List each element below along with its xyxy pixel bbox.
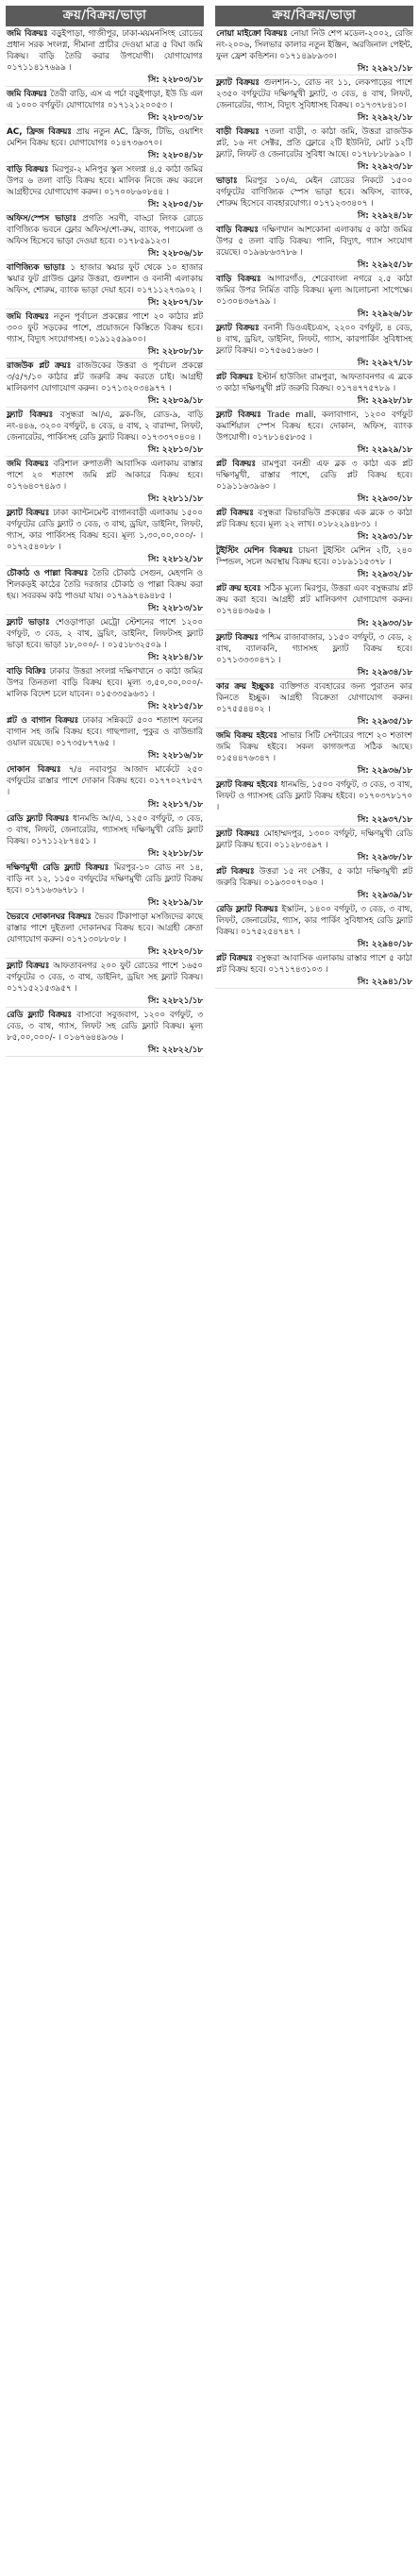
listing-item bbox=[215, 581, 413, 630]
listing-text: তৈরি চৌকাঠ সেগুন, মেহগনি ও শিলকড়ই কাঠের তৈরি দরজার চৌকাঠ ও পাল্লা বিক্রয় করা হয়। সবরকম কাঠ পাওয়া যায়। ০১৭৯৯৭৪৯৪৮৫ । bbox=[7, 569, 203, 601]
listing-item bbox=[215, 728, 413, 778]
listing-ref: সি: ২২৯৩২/১৮ bbox=[357, 570, 412, 579]
listing-title: বাণিজ্যিক ভাড়াঃ bbox=[7, 263, 71, 273]
listing-ref: সি: ২২৮০৮/১৮ bbox=[147, 347, 203, 357]
listing-ref: সি: ২২৯৩৬/১৮ bbox=[357, 766, 412, 776]
listing-title: দক্ষিণমুখী রেডি ফ্ল্যাট বিক্রয়ঃ bbox=[7, 863, 114, 873]
listing-title: ফ্ল্যাট বিক্রয়ঃ bbox=[216, 324, 263, 333]
listing-title: রেডি ফ্ল্যাট বিক্রয়ঃ bbox=[7, 814, 73, 824]
listing-title: রেডি ফ্ল্যাট বিক্রয়ঃ bbox=[216, 905, 282, 914]
listing-ref: সি: ২২৯৩৩/১৮ bbox=[357, 619, 412, 628]
listing-text: আফতাবনগর ২০০ ফুট রোডের পাশে ১৬৫০ বর্গফুটের ৩ বেড, ৩ বাথ, ডাইনিং, ড্রয়িং সহ ফ্ল্যাট বিক্রয়। ০১৭১৫২১৫৩৯৫৭ । bbox=[7, 962, 203, 994]
listing-ref: সি: ২২৯৩০/১৮ bbox=[357, 494, 412, 504]
listing-text: রামপুরা বনশ্রী এফ ব্লক ৩ কাঠা এক প্লট দক্ষিণমুখী, রাস্তার পাশে, রেডি প্লট বিক্রয় হবে। ০১৯১১৬৩৯৬০ । bbox=[216, 460, 412, 492]
listing-ref: সি: ২২৮১১/১৮ bbox=[147, 494, 203, 504]
listing-item bbox=[215, 26, 413, 75]
listing-title: টুইস্টিং মেশিন বিক্রয়ঃ bbox=[216, 546, 299, 556]
listing-title: নোয়া মাইক্রো বিক্রয়ঃ bbox=[216, 29, 291, 39]
listing-ref: সি: ২২৯২১/১৮ bbox=[357, 64, 412, 74]
listing-text: ঢাকার সন্নিকটে ৫০০ শতাংশ ফলের বাগান সহ জমি বিক্রয় হবে। গাছপালা, পুকুর ও বাউন্ডারি ওয়াল রয়েছে। ০১৭৩৫৮৭৭৬৫ । bbox=[7, 716, 203, 748]
listing-text: ১ হাজার স্কয়ার ফুট থেকে ১০ হাজার স্কয়ার ফুট গ্রাউন্ড ফ্লোর উত্তরা, গুলশান ও বনানী এলাকায় অফিস, শোরুম, ব্যাংক ভাড়া দেয়া হবে। ০১৭১১২৭৩৯০২ । bbox=[7, 263, 203, 295]
listing-title: প্লট বিক্রয়ঃ bbox=[216, 509, 259, 518]
listing-text: ৭/৪ নবাবপুর আজাদ মার্কেটে ২৫০ বর্গফুটের রাস্তার পাশে দোকান বিক্রয় হবে। ০১৭৭০২৭৮৫৭ । bbox=[7, 765, 203, 797]
listing-item bbox=[215, 864, 413, 902]
listing-text: বসুন্ধরা রিভারভিউ প্রকল্পের এক ব্লকে ৩ কাঠা প্লট বিক্রয় হবে। মূল্য ২২ লাখ। ০১৮২২৯৪৮৩১ । bbox=[216, 509, 412, 529]
listing-ref: সি: ২২৮১৪/১৮ bbox=[147, 653, 203, 662]
listing-text: দক্ষিণখান আশকোনা এলাকায় ৫ কাঠা জমির উপর ৫ তলা বাড়ি বিক্রয়। পানি, বিদ্যুৎ, গ্যাস সংযোগ রয়েছে। ০১৯৬৮৬৩৭৮৬ । bbox=[216, 226, 412, 258]
listing-title: প্লট ও বাগান বিক্রয়ঃ bbox=[7, 716, 83, 726]
listing-title: রাজউক প্লট ক্রয়ঃ bbox=[7, 361, 77, 371]
listing-ref: সি: ২২৮০৫/১৮ bbox=[147, 200, 203, 209]
listing-text: বড়ুইপাড়া, গাজীপুর, ঢাকা-ময়মনসিংহ রোডের প্রধান সরক সংলগ্ন, সীমানা প্রাচীর দেওয়া মাত্র ৫ বিঘা জমি বিক্রয়। বাড়ি তৈরি করার উপযোগী। যোগাযোগঃ ০১৭১১৪১৭৬৯৯ । bbox=[7, 29, 203, 73]
listing-item bbox=[6, 664, 204, 713]
listing-text: গুলশান-১, রোড নং ১১, লেকপাড়ের পাশে ২৩৫০ বর্গফুটের দক্ষিণমুখী ফ্ল্যাট, ৩ বেড, ৪ বাথ, লিফট, জেনারেটর, গ্যাস, বিদ্যুৎ সুবিধাসহ বিক্রয়। ০১৭৩৭৮৪১০। bbox=[216, 78, 412, 110]
listing-text: ইস্কাটন, ১৪০০ বর্গফুট, ৩ বেড, ৩ বাথ, লিফট, জেনারেটর, গ্যাস, কার পার্কিং সুবিধাসহ রেডি ফ্ল্যাট বিক্রয়। ০১৭৫২৫৪৭৪৭ । bbox=[216, 905, 412, 937]
listing-text: বনানী ডিওএইচএস, ২২০০ বর্গফুট, ৪ বেড, ৪ বাথ, ড্রয়িং, ডাইনিং, লিফট, গ্যাস, কারপার্কিং সুবিধাসহ ফ্ল্যাট বিক্রয়। ০১৭৫৬৫১৬৬৩ । bbox=[216, 324, 412, 356]
listing-title: বাড়ি বিক্রয়ঃ bbox=[7, 165, 53, 175]
listing-title: প্লট বিক্রয়ঃ bbox=[216, 867, 260, 877]
listing-item bbox=[6, 1008, 204, 1057]
listing-item bbox=[6, 87, 204, 125]
listing-text: সঠিক মূল্যে মিরপুর, উত্তরা এবং বসুন্ধরায় প্লট ক্রয় করা হবে। আগ্রহী প্লট মালিকগণ যোগাযোগ করুন। ০১৭৪৪৩৬৫৬ । bbox=[216, 584, 412, 616]
listing-title: ফ্ল্যাট বিক্রয়ঃ bbox=[7, 509, 54, 518]
listing-title: অফিস/স্পেস ভাড়াঃ bbox=[7, 214, 83, 224]
right-column bbox=[215, 6, 413, 2576]
listing-title: প্লট বিক্রয়ঃ bbox=[216, 460, 262, 469]
listing-text: প্রায় নতুন AC, ফ্রিজ, টিভি, ওয়াশিং মেশিন বিক্রয় হবে। যোগাযোগঃ ০১৪৭৩৬৩৭০। bbox=[7, 127, 203, 148]
listing-ref: সি: ২২৯৩১/১৮ bbox=[357, 532, 412, 542]
listing-text: ইস্টার্ন হাউজিং রামপুরা, আফতাবনগর এ ব্লকে ৩ কাঠা দক্ষিণমুখী প্লট জরুরি বিক্রয়। ০১৭৪৭৭৫৭৮৯ । bbox=[216, 373, 412, 393]
listing-title: ফ্ল্যাট বিক্রয়ঃ bbox=[216, 633, 262, 643]
listing-ref: সি: ২২৮২২/১৮ bbox=[147, 1045, 203, 1055]
listing-ref: সি: ২২৯৩৪/১৮ bbox=[357, 668, 412, 677]
listing-item bbox=[6, 211, 204, 260]
listing-item bbox=[6, 457, 204, 506]
listing-ref: সি: ২২৮১৭/১৮ bbox=[147, 800, 203, 810]
listing-ref: সি: ২২৮১২/১৮ bbox=[147, 555, 203, 564]
listing-item bbox=[215, 506, 413, 544]
listing-text: শেওড়াপাড়া মেট্রো স্টেশনের পাশে ১২০০ বর্গফুট, ৩ বেড, ২ বাথ, ড্রয়িং, ডাইনিং, লিফটসহ ফ্ল্যাট ভাড়া হবে। ভাড়া ১৮,০০০/- । ০১৫১৮৩২৫০৯ । bbox=[7, 618, 203, 650]
listing-text: ভৈরব টিকাপাড়া মসজিদের কাছে রাস্তার পাশে দুইতলা দোকানঘর বিক্রয় হবে। আগ্রহী ক্রেতা যোগাযোগ করুন। ০১৭১৩০৮৮০৮ । bbox=[7, 912, 203, 945]
listing-item bbox=[215, 174, 413, 223]
listing-ref: সি: ২২৯৩৫/১৮ bbox=[357, 717, 412, 727]
section-header-left: ক্রয়/বিক্রয়/ভাড়া bbox=[6, 6, 204, 26]
listing-ref: সি: ২২৯৩৭/১৮ bbox=[357, 815, 412, 825]
listing-item bbox=[6, 811, 204, 861]
listing-ref: সি: ২২৮১৬/১৮ bbox=[147, 751, 203, 761]
listing-ref: সি: ২২৮২১/১৮ bbox=[147, 996, 203, 1006]
listing-ref: সি: ২২৮০৪/১৮ bbox=[147, 151, 203, 160]
listing-ref: সি: ২২৯২৮/১৮ bbox=[357, 396, 412, 406]
listing-title: ফ্ল্যাট ভাড়াঃ bbox=[7, 618, 56, 627]
listing-title: বাড়ি বিক্রয়ঃ bbox=[216, 275, 268, 284]
listing-ref: সি: ২২৮০৩/১৮ bbox=[147, 75, 203, 85]
listing-text: সাভার সিটি সেন্টারের পাশে ২০ শতাংশ জমি বিক্রয় হইবে। সকল কাগজপত্র সঠিক আছে। ০১৫৪৪৭৬৩৪৭ । bbox=[216, 731, 412, 763]
listing-title: জমি বিক্রয়ঃ bbox=[7, 460, 54, 469]
listing-title: ফ্ল্যাট বিক্রয়ঃ bbox=[216, 78, 264, 88]
listing-text: ধানমন্ডি, ১৫০০ বর্গফুট, ৩ বেড, ৩ বাথ, লিফট ও গ্যাসসহ রেডি ফ্ল্যাট বিক্রয় হইবে। ০১৭০৩৭৮১৭০ । bbox=[216, 780, 412, 812]
listing-item bbox=[6, 615, 204, 664]
listing-item bbox=[215, 75, 413, 125]
left-listings bbox=[6, 26, 204, 2576]
listing-item bbox=[215, 370, 413, 408]
listing-ref: সি: ২২৯২২/১৮ bbox=[357, 113, 412, 123]
listing-item bbox=[215, 827, 413, 864]
listing-title: বাড়ি বিক্রিঃ bbox=[7, 667, 50, 677]
listing-ref: সি: ২২৮০৯/১৮ bbox=[147, 396, 203, 406]
listing-item bbox=[215, 902, 413, 951]
listing-ref: সি: ২২৮১৫/১৮ bbox=[147, 702, 203, 711]
listing-title: জমি বিক্রয়ঃ bbox=[7, 90, 51, 99]
listing-text: মিরপুর ১০/এ, মেইন রোডের নিকটে ১৫০০ বর্গফুটের বাণিজ্যিক স্পেস ভাড়া হবে। অফিস, ব্যাংক, শোরুম হিসেবে ব্যবহারযোগ্য। ০১৭১২৩৩৪০৭ । bbox=[216, 176, 412, 209]
listing-ref: সি: ২২৯২৭/১৮ bbox=[357, 359, 412, 368]
listing-ref: সি: ২২৯২৩/১৮ bbox=[357, 162, 412, 172]
listing-item bbox=[6, 162, 204, 211]
listing-text: ঢাকা ক্যান্টনমেন্ট বাগানবাড়ী এলাকায় ১৫০০ বর্গফুটের রেডি ফ্ল্যাট ৩ বেড, ৩ বাথ, ড্রয়িং, ডাইনিং, লিফট, গ্যাস, কার পার্কিংসহ বিক্রয় হবে। মূল্য ১,৩০,০০,০০০/- । ০১৭২৫৪০৮৮ । bbox=[7, 509, 203, 552]
listing-ref: সি: ২২৯৩৮/১৮ bbox=[357, 853, 412, 862]
listing-item bbox=[6, 506, 204, 566]
listing-text: ধানমন্ডি আ/এ, ১২৫০ বর্গফুট, ৩ বেড, ৩ বাথ, লিফট, জেনারেটর, গ্যাসসহ দক্ষিণমুখী রেডি ফ্ল্যাট বিক্রয়। ০১৭১১২৮৭৪৫১ । bbox=[7, 814, 204, 846]
listing-title: ফ্ল্যাট বিক্রয়ঃ bbox=[7, 410, 60, 420]
listing-item bbox=[6, 861, 204, 910]
listing-item bbox=[6, 309, 204, 359]
listing-title: বাড়ি বিক্রয়ঃ bbox=[216, 226, 262, 235]
listing-item bbox=[6, 26, 204, 87]
listing-item bbox=[6, 959, 204, 1008]
listing-ref: সি: ২২৯২৪/১৮ bbox=[357, 211, 412, 221]
listing-ref: সি: ২২৮১৮/১৮ bbox=[147, 849, 203, 859]
listing-text: ঢাকার উত্তরা সংলগ্ন দক্ষিণখানে ৩ কাঠা জমির উপর তিনতলা বাড়ি বিক্রয় হবে। মূল্য ৩,৫০,০০,০০০/- মালিক বিদেশ চলে যাবেন। ০১৫৩৩৫৯৬৩১ । bbox=[7, 667, 203, 699]
listing-title: জমি বিক্রয়ঃ bbox=[7, 29, 52, 39]
listing-text: ব্যক্তিগত ব্যবহারের জন্য পুরাতন কার কিনতে ইচ্ছুক। আগ্রহী বিক্রেতা যোগাযোগ করুন। ০১৭৫৫৪৪০২ । bbox=[216, 682, 412, 714]
listing-text: মিরপুর-২ মনিপুর স্কুল সংলগ্ন ৪.৫ কাঠা জমির উপর ৬ তলা বাড়ি বিক্রয় হবে। মালিক নিজে ক্রয় করলে আগ্রহীদের যোগাযোগ করুন। ০১৭০০৮৬০৮৪৪ । bbox=[7, 165, 203, 197]
listing-text: রাজউকের উত্তরা ও পূর্বাচল প্রকল্পে ৩/৫/৭/১০ কাঠার প্লট জরুরি ক্রয় করতে চাই। আগ্রহী মালিকগণ যোগাযোগ করুন। ০১৭১৩২০৩৪৯৭৭ । bbox=[7, 361, 203, 393]
listing-item bbox=[215, 679, 413, 728]
listing-text: পশ্চিম রাজাবাজার, ১১৫০ বর্গফুট, ৩ বেড, ২ বাথ, ব্যালকনি, গ্যাসসহ ফ্ল্যাট বিক্রয় হবে। ০১৭১৩৩৩০৪৭১ । bbox=[216, 633, 412, 665]
listing-title: প্লট বিক্রয়ঃ bbox=[216, 954, 257, 963]
listing-ref: সি: ২২৮০৭/১৮ bbox=[147, 298, 203, 308]
listing-ref: সি: ২২৮০৬/১৮ bbox=[147, 249, 203, 259]
listing-text: বসুন্ধরা আ/এ, ব্লক-জি, রোড-৯, বাড়ি নং-৪৪৬, ৩২০০ বর্গফুট, ৪ বেড, ৪ বাথ, ২ বারান্দা, লিফট, জেনারেটর, পার্কিংসহ রেডি ফ্ল্যাট বিক্রয়। ০১৭৩৩৭০৪০৪ । bbox=[7, 410, 203, 443]
listing-item bbox=[215, 630, 413, 679]
listing-ref: সি: ২২৮১০/১৮ bbox=[147, 445, 203, 455]
listing-text: মিরপুর-১০ রোড নং ১৪, বাড়ি নং ১২, ১১৫০ বর্গফুটের দক্ষিণমুখী রেডি ফ্ল্যাট বিক্রয় হবে। ০১৭১৬৩৬৭৮১ । bbox=[7, 863, 203, 895]
right-listings bbox=[215, 26, 413, 2576]
listing-text: বরিশাল রুপাতলী আবাসিক এলাকায় রাস্তার পাশে ২০ শতাংশ জমি প্লট আকারে বিক্রয় হবে। ০১৭৬৪০৭৪৯৩ । bbox=[7, 460, 203, 492]
listing-item bbox=[6, 125, 204, 162]
listing-ref: সি: ২২৯৩৯/১৮ bbox=[357, 891, 412, 900]
listing-item bbox=[6, 566, 204, 615]
listing-title: ফ্ল্যাট বিক্রয় হইবেঃ bbox=[216, 780, 281, 790]
listing-title: প্লট ক্রয় হবেঃ bbox=[216, 584, 264, 594]
listing-item bbox=[6, 910, 204, 959]
listing-item bbox=[215, 272, 413, 321]
listing-item bbox=[215, 778, 413, 827]
listing-title: দোকান বিক্রয়ঃ bbox=[7, 765, 69, 775]
listing-title: বাড়ী বিক্রয়ঃ bbox=[216, 127, 264, 137]
listing-item bbox=[215, 321, 413, 370]
listing-title: ফ্ল্যাট বিক্রয়ঃ bbox=[216, 410, 268, 420]
listing-ref: সি: ২২৮১৯/১৮ bbox=[147, 898, 203, 908]
listing-ref: সি: ২২৯৪১/১৮ bbox=[357, 978, 412, 987]
listing-text: আগারগাঁও, শেরেবাংলা নগরে ২.৫ কাঠা জমির উপর নির্মিত বাড়ি বিক্রয়। মূল্য আলোচনা সাপেক্ষে। ০১৩০৪৩৬৭৯৯ । bbox=[216, 275, 413, 307]
listing-item bbox=[215, 951, 413, 989]
listing-item bbox=[215, 457, 413, 506]
listing-title: ভৈরবে দোকানঘর বিক্রয়ঃ bbox=[7, 912, 95, 922]
listing-title: প্লট বিক্রয়ঃ bbox=[216, 373, 258, 382]
listing-item bbox=[6, 260, 204, 309]
listing-text: প্রগতি সরণী, বাড্ডা লিংক রোডে বাণিজ্যিক ভবনে ফ্লোর অফিস/শো-রুম, ব্যাংক, পণ্যমেলা ও অফিস হিসেবে ভাড়া দেওয়া হবে। ০১৭৮৫৯১২৩। bbox=[7, 214, 203, 246]
listing-text: মোহাম্মদপুর, ১৩০০ বর্গফুট, দক্ষিণমুখী রেডি ফ্ল্যাট বিক্রয় হবে। ০১১২৮৩৪৯৭ । bbox=[216, 829, 412, 850]
listing-ref: সি: ২২৯২৯/১৮ bbox=[357, 445, 412, 455]
listing-title: AC, ফ্রিজ বিক্রয়ঃ bbox=[7, 127, 76, 137]
listing-ref: সি: ২২৯৪০/১৮ bbox=[357, 940, 412, 949]
listing-text: বাসাবো সবুজবাগ, ১২০০ বর্গফুট, ৩ বেড, ৩ বাথ, গ্যাস, লিফট সহ রেডি ফ্ল্যাট বিক্রয়। মূল্য ৮৫,০০,০০০/- । ০১৬৭৬৪৪৯৩৬ । bbox=[7, 1011, 203, 1043]
listing-item bbox=[6, 359, 204, 408]
listing-text: চায়না টুইস্টিং মেশিন ২টি, ২৪০ স্পিন্ডল, সচল অবস্থায় বিক্রয় হবে। ০১৮৯১১৫৩৭৮ । bbox=[216, 546, 412, 567]
listing-ref: সি: ২২৮০৩/১৮ bbox=[147, 113, 203, 123]
left-column bbox=[6, 6, 204, 2576]
listing-item bbox=[215, 223, 413, 272]
listing-text: নোয়া নিউ শেপ মডেল-২০০২, রেজি নং-২০০৬, সিলভার কালার নতুন ইঞ্জিন, অরজিনাল পেইন্ট, ফুল ফ্রেশ কন্ডিশন। ০১৭১৪৯৮৯৩০। bbox=[216, 29, 413, 61]
listing-text: উত্তরা ১৫ নং সেক্টর, ৫ কাঠা দক্ষিণমুখী প্লট জরুরি বিক্রয়। ০১৯৩০০৭০৬০ । bbox=[216, 867, 412, 888]
listing-ref: সি: ২২৯২৫/১৮ bbox=[357, 260, 412, 270]
listing-item bbox=[6, 713, 204, 762]
listing-text: ৭তলা বাড়ী, ৩ কাঠা জমি, উত্তরা রাজউক প্লট, ১৬ নং সেক্টর, প্রতি ফ্লোরে ২টি ইউনিট, মোট ১২টি ফ্ল্যাট, লিফট ও জেনারেটর সুবিধা আছে। ০১৭৮৮১৮৯৯০ । bbox=[216, 127, 412, 159]
section-header-right: ক্রয়/বিক্রয়/ভাড়া bbox=[215, 6, 413, 26]
listing-text: Trade mall, কলাবাগান, ১২০০ বর্গফুট কমার্শিয়াল স্পেস বিক্রয় হবে। দোকান, অফিস, ব্যাংক উপযোগী। ০১৭৮১৪৫৮৩৫ । bbox=[216, 410, 412, 443]
listing-text: নতুন পূর্বাচল প্রকল্পের পাশে ২০ কাঠার প্লট ৩০০ ফুট সড়কের পাশে, প্রয়োজনে কিস্তিতে বিক্রয় হবে। গ্যাস, বিদ্যুৎ সংযোগসহ। ০১৯১২৫৯৯০০। bbox=[7, 312, 203, 344]
listing-title: ভাড়াঃ bbox=[216, 176, 246, 186]
listing-item bbox=[215, 408, 413, 457]
listing-ref: সি: ২২৮২০/১৮ bbox=[147, 947, 203, 957]
listing-ref: সি: ২২৯২৬/১৮ bbox=[357, 309, 412, 319]
listing-title: জমি বিক্রয় হইবেঃ bbox=[216, 731, 281, 741]
listing-text: বসুন্ধরা আবাসিক এলাকায় রাস্তার পাশে ৫ কাঠা প্লট বিক্রয় হবে। ০১৭১৭৪৩১০৩ । bbox=[216, 954, 412, 975]
listing-item bbox=[215, 544, 413, 581]
listing-title: ফ্ল্যাট বিক্রয়ঃ bbox=[216, 829, 264, 839]
listing-title: চৌকাঠ ও পাল্লা বিক্রয়ঃ bbox=[7, 569, 92, 578]
listing-item bbox=[6, 408, 204, 457]
listing-title: জমি বিক্রয়ঃ bbox=[7, 312, 54, 322]
listing-title: ফ্ল্যাট বিক্রয়ঃ bbox=[7, 962, 54, 971]
listing-ref: সি: ২২৮১৩/১৮ bbox=[147, 604, 203, 613]
listing-item bbox=[215, 125, 413, 174]
listing-text: তৈরী বাড়ি, এস এ পর্চা বড়ুইপাড়া, ইউ ডি এল এ ১০০০ বর্গফুট। যোগাযোগঃ ০১৭১২১২০০৫৩ । bbox=[7, 90, 203, 110]
listing-title: কার ক্রয় ইচ্ছুকঃ bbox=[216, 682, 280, 692]
listing-item bbox=[6, 762, 204, 811]
listing-title: রেডি ফ্ল্যাট বিক্রয়ঃ bbox=[7, 1011, 77, 1020]
